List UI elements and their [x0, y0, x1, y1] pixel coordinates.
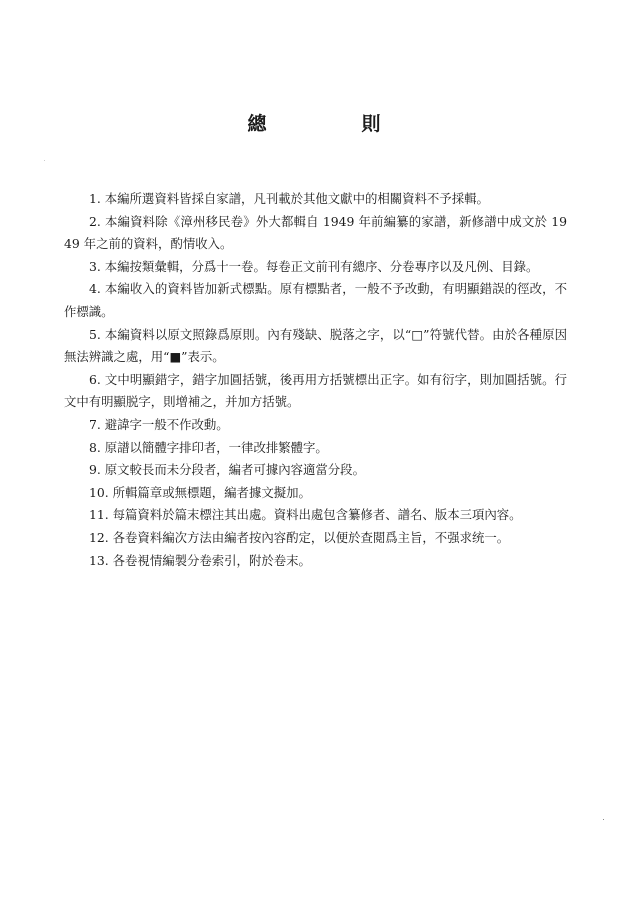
rule-item: 12. 各卷資料編次方法由編者按內容酌定，以便於查閲爲主旨，不强求统一。 — [89, 529, 510, 545]
scan-speck — [44, 160, 45, 161]
rule-item: 8. 原譜以簡體字排印者，一律改排繁體字。 — [89, 439, 328, 455]
rule-item: 13. 各卷視情編製分卷索引，附於卷末。 — [89, 552, 311, 568]
rule-item: 9. 原文較長而未分段者，編者可據內容適當分段。 — [89, 462, 365, 478]
scan-speck — [603, 819, 604, 820]
rule-item: 7. 避諱字一般不作改動。 — [89, 416, 229, 432]
rule-item: 6. 文中明顯錯字，錯字加圓括號，後再用方括號標出正字。如有衍字，則加圓括號。行文中有明顯脱字，則增補之，并加方括號。 — [64, 371, 567, 410]
rules-list — [64, 188, 567, 572]
rule-item: 11. 每篇資料於篇末標注其出處。資料出處包含纂修者、譜名、版本三項內容。 — [89, 507, 522, 523]
rule-item: 3. 本編按類彙輯，分爲十一卷。每卷正文前刊有總序、分卷專序以及凡例、目錄。 — [89, 258, 539, 274]
rule-item: 4. 本編收入的資料皆加新式標點。原有標點者，一般不予改動，有明顯錯誤的徑改，不作標識。 — [64, 281, 567, 319]
page-title: 總 則 — [247, 113, 419, 135]
rule-item: 1. 本編所選資料皆採自家譜，凡刊載於其他文獻中的相關資料不予採輯。 — [89, 191, 489, 206]
rule-item: 10. 所輯篇章或無標題，編者據文擬加。 — [89, 484, 311, 500]
rule-item: 2. 本編資料除《漳州移民卷》外大都輯自 1949 年前編纂的家譜，新修譜中成文於 1949 年之前的資料，酌情收入。 — [64, 213, 567, 252]
rule-item: 5. 本編資料以原文照錄爲原則。內有殘缺、脱落之字，以“□”符號代替。由於各種原因無法辨識之處，用“■”表示。 — [64, 326, 567, 365]
